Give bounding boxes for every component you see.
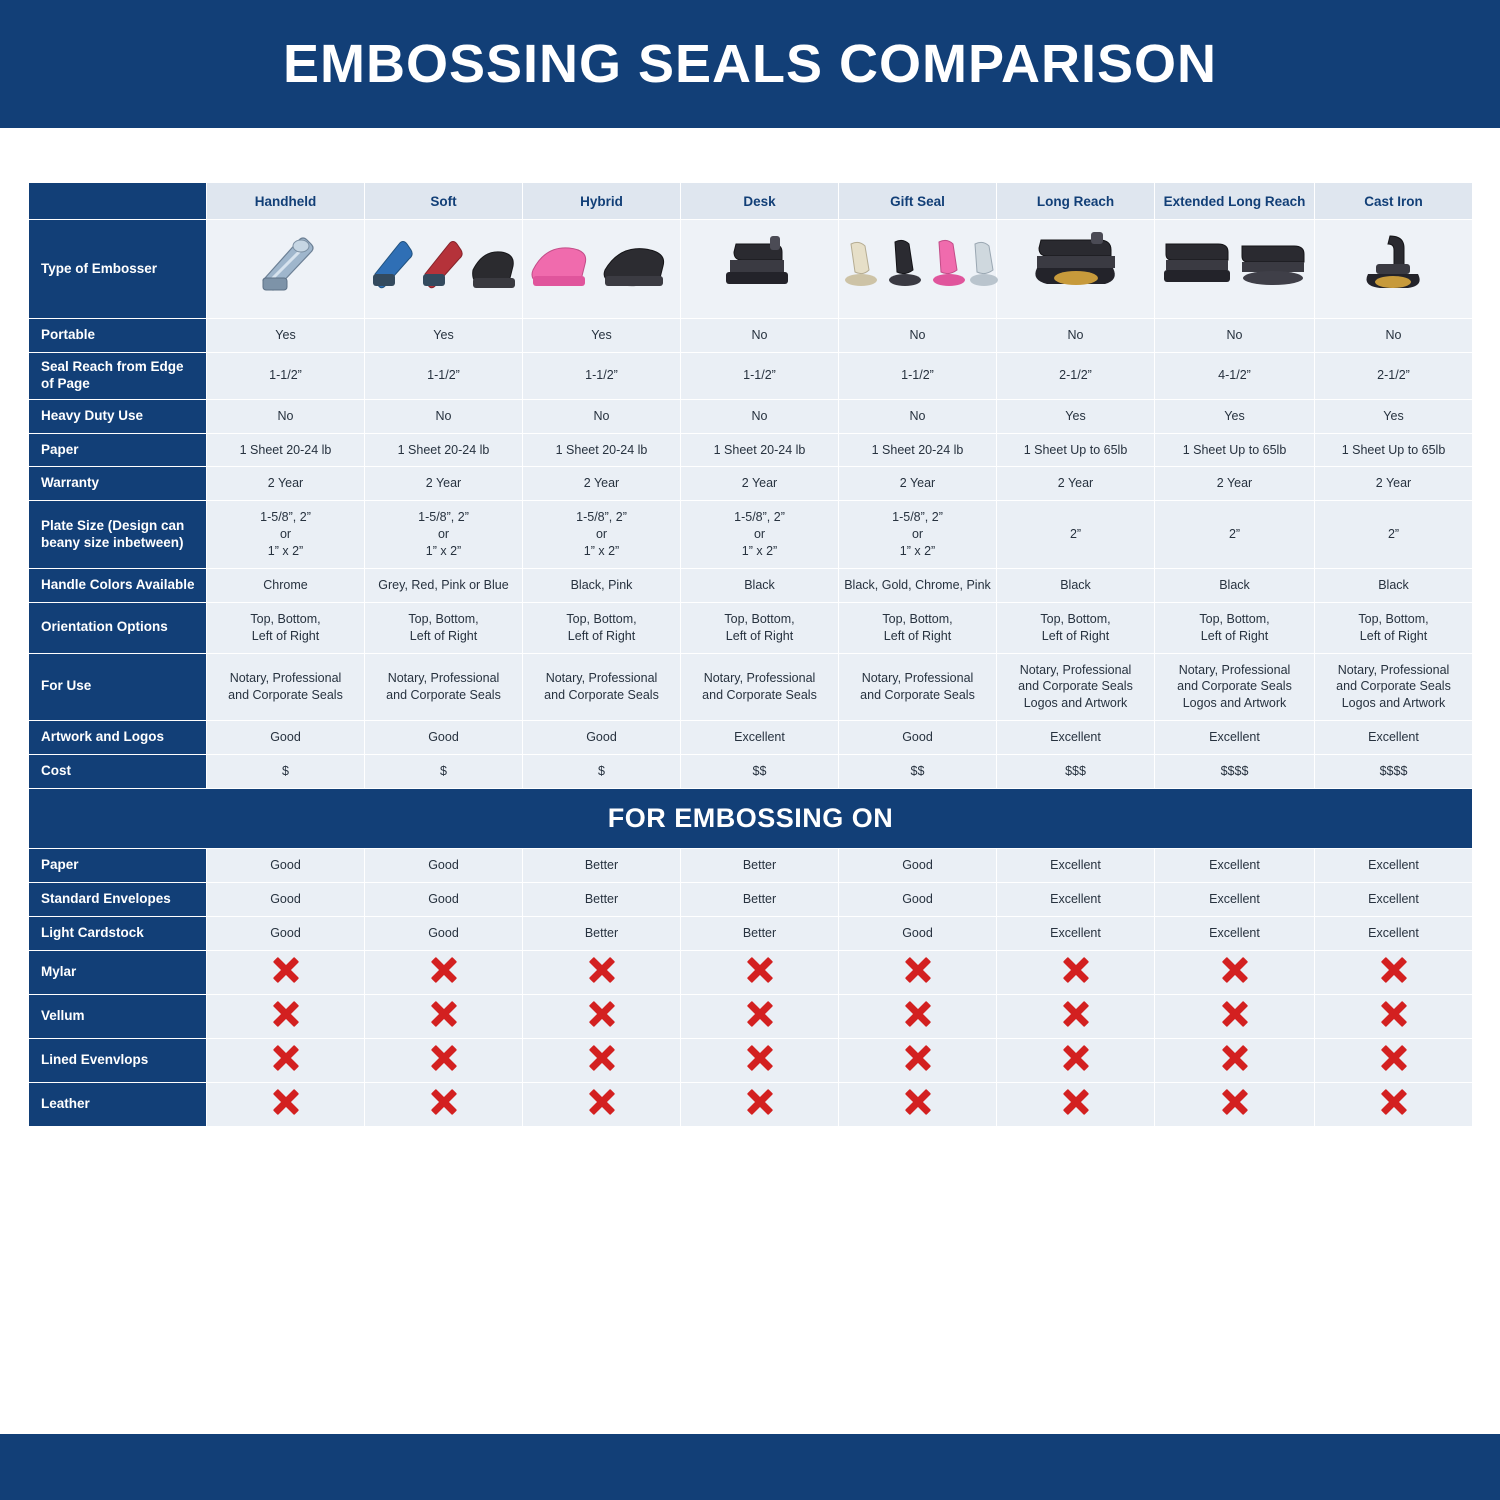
cell-r12-c1: $ bbox=[207, 755, 365, 789]
cell-r7-c6: 2” bbox=[997, 501, 1155, 569]
table-row bbox=[29, 319, 1473, 353]
embossing-cell-r2-c2: Good bbox=[365, 882, 523, 916]
x-mark-icon bbox=[1381, 957, 1407, 983]
cell-r7-c3: 1-5/8”, 2” or 1” x 2” bbox=[523, 501, 681, 569]
embossing-cell-r2-c7: Excellent bbox=[1155, 882, 1315, 916]
cell-r12-c4: $$ bbox=[681, 755, 839, 789]
embossing-cell-r1-c1: Good bbox=[207, 848, 365, 882]
section-banner: FOR EMBOSSING ON bbox=[29, 788, 1473, 848]
x-mark-icon bbox=[1063, 957, 1089, 983]
embossing-cell-r3-c3: Better bbox=[523, 916, 681, 950]
cast-iron-embosser-image bbox=[1315, 220, 1473, 319]
cell-r2-c8: No bbox=[1315, 319, 1473, 353]
not-supported-cell-r6-c2 bbox=[365, 1038, 523, 1082]
cell-r12-c6: $$$ bbox=[997, 755, 1155, 789]
cell-r9-c6: Top, Bottom, Left of Right bbox=[997, 602, 1155, 653]
cell-r4-c1: No bbox=[207, 399, 365, 433]
x-mark-icon bbox=[273, 957, 299, 983]
cell-r3-c6: 2-1/2” bbox=[997, 352, 1155, 399]
cell-r5-c2: 1 Sheet 20-24 lb bbox=[365, 433, 523, 467]
cell-r5-c1: 1 Sheet 20-24 lb bbox=[207, 433, 365, 467]
table-row bbox=[29, 399, 1473, 433]
hybrid-embosser-image bbox=[523, 220, 681, 319]
not-supported-cell-r6-c7 bbox=[1155, 1038, 1315, 1082]
cell-r7-c1: 1-5/8”, 2” or 1” x 2” bbox=[207, 501, 365, 569]
cell-r10-c3: Notary, Professional and Corporate Seals bbox=[523, 653, 681, 721]
cell-r2-c5: No bbox=[839, 319, 997, 353]
row-header-10: For Use bbox=[29, 653, 207, 721]
embossing-cell-r1-c8: Excellent bbox=[1315, 848, 1473, 882]
table-row bbox=[29, 755, 1473, 789]
not-supported-cell-r4-c1 bbox=[207, 950, 365, 994]
page-footer bbox=[0, 1434, 1500, 1500]
x-mark-icon bbox=[1063, 1001, 1089, 1027]
x-mark-icon bbox=[589, 1045, 615, 1071]
cell-r9-c1: Top, Bottom, Left of Right bbox=[207, 602, 365, 653]
embossing-row-header-3: Light Cardstock bbox=[29, 916, 207, 950]
cell-r2-c7: No bbox=[1155, 319, 1315, 353]
table-row bbox=[29, 220, 1473, 319]
cell-r3-c4: 1-1/2” bbox=[681, 352, 839, 399]
not-supported-cell-r7-c1 bbox=[207, 1082, 365, 1126]
column-header-7: Extended Long Reach bbox=[1155, 183, 1315, 220]
cell-r8-c2: Grey, Red, Pink or Blue bbox=[365, 568, 523, 602]
embossing-cell-r2-c4: Better bbox=[681, 882, 839, 916]
not-supported-cell-r7-c7 bbox=[1155, 1082, 1315, 1126]
embossing-cell-r1-c5: Good bbox=[839, 848, 997, 882]
x-mark-icon bbox=[905, 1089, 931, 1115]
cell-r3-c8: 2-1/2” bbox=[1315, 352, 1473, 399]
table-corner-cell bbox=[29, 183, 207, 220]
cell-r6-c2: 2 Year bbox=[365, 467, 523, 501]
cell-r9-c5: Top, Bottom, Left of Right bbox=[839, 602, 997, 653]
handheld-embosser-image bbox=[209, 230, 362, 302]
row-header-4: Heavy Duty Use bbox=[29, 399, 207, 433]
cell-r6-c8: 2 Year bbox=[1315, 467, 1473, 501]
embossing-cell-r1-c4: Better bbox=[681, 848, 839, 882]
cell-r4-c5: No bbox=[839, 399, 997, 433]
cell-r8-c4: Black bbox=[681, 568, 839, 602]
not-supported-cell-r5-c8 bbox=[1315, 994, 1473, 1038]
column-header-2: Soft bbox=[365, 183, 523, 220]
cell-r10-c5: Notary, Professional and Corporate Seals bbox=[839, 653, 997, 721]
cell-r9-c4: Top, Bottom, Left of Right bbox=[681, 602, 839, 653]
embossing-cell-r2-c8: Excellent bbox=[1315, 882, 1473, 916]
table-row bbox=[29, 1082, 1473, 1126]
embossing-cell-r3-c6: Excellent bbox=[997, 916, 1155, 950]
cell-r6-c6: 2 Year bbox=[997, 467, 1155, 501]
not-supported-cell-r5-c6 bbox=[997, 994, 1155, 1038]
cell-r6-c3: 2 Year bbox=[523, 467, 681, 501]
x-mark-icon bbox=[273, 1001, 299, 1027]
gift-seal-embosser-image bbox=[841, 230, 994, 302]
not-supported-cell-r5-c5 bbox=[839, 994, 997, 1038]
x-mark-icon bbox=[431, 957, 457, 983]
extended-long-reach-embosser-image bbox=[1157, 230, 1312, 302]
long-reach-embosser-image bbox=[997, 220, 1155, 319]
table-row bbox=[29, 994, 1473, 1038]
x-mark-icon bbox=[1381, 1045, 1407, 1071]
cell-r8-c3: Black, Pink bbox=[523, 568, 681, 602]
not-supported-cell-r5-c7 bbox=[1155, 994, 1315, 1038]
cell-r2-c1: Yes bbox=[207, 319, 365, 353]
cell-r5-c7: 1 Sheet Up to 65lb bbox=[1155, 433, 1315, 467]
table-row bbox=[29, 848, 1473, 882]
not-supported-cell-r7-c6 bbox=[997, 1082, 1155, 1126]
x-mark-icon bbox=[589, 1001, 615, 1027]
x-mark-icon bbox=[273, 1089, 299, 1115]
cell-r9-c8: Top, Bottom, Left of Right bbox=[1315, 602, 1473, 653]
cell-r6-c4: 2 Year bbox=[681, 467, 839, 501]
embossing-cell-r2-c5: Good bbox=[839, 882, 997, 916]
x-mark-icon bbox=[1222, 1001, 1248, 1027]
cell-r6-c1: 2 Year bbox=[207, 467, 365, 501]
cell-r6-c7: 2 Year bbox=[1155, 467, 1315, 501]
x-mark-icon bbox=[589, 1089, 615, 1115]
cell-r8-c8: Black bbox=[1315, 568, 1473, 602]
cell-r8-c7: Black bbox=[1155, 568, 1315, 602]
not-supported-cell-r4-c7 bbox=[1155, 950, 1315, 994]
cell-r12-c3: $ bbox=[523, 755, 681, 789]
table-row bbox=[29, 352, 1473, 399]
x-mark-icon bbox=[747, 1089, 773, 1115]
not-supported-cell-r6-c5 bbox=[839, 1038, 997, 1082]
cast-iron-embosser-image bbox=[1317, 230, 1470, 302]
not-supported-cell-r4-c2 bbox=[365, 950, 523, 994]
row-header-11: Artwork and Logos bbox=[29, 721, 207, 755]
not-supported-cell-r7-c8 bbox=[1315, 1082, 1473, 1126]
table-row bbox=[29, 433, 1473, 467]
table-row bbox=[29, 501, 1473, 569]
cell-r7-c4: 1-5/8”, 2” or 1” x 2” bbox=[681, 501, 839, 569]
embossing-row-header-5: Vellum bbox=[29, 994, 207, 1038]
table-row bbox=[29, 1038, 1473, 1082]
column-header-3: Hybrid bbox=[523, 183, 681, 220]
table-row bbox=[29, 950, 1473, 994]
table-row bbox=[29, 467, 1473, 501]
x-mark-icon bbox=[905, 957, 931, 983]
embossing-cell-r3-c8: Excellent bbox=[1315, 916, 1473, 950]
embossing-cell-r1-c7: Excellent bbox=[1155, 848, 1315, 882]
embossing-cell-r2-c3: Better bbox=[523, 882, 681, 916]
cell-r7-c2: 1-5/8”, 2” or 1” x 2” bbox=[365, 501, 523, 569]
soft-embosser-image bbox=[365, 220, 523, 319]
embossing-row-header-4: Mylar bbox=[29, 950, 207, 994]
not-supported-cell-r7-c2 bbox=[365, 1082, 523, 1126]
table-row bbox=[29, 882, 1473, 916]
cell-r8-c6: Black bbox=[997, 568, 1155, 602]
cell-r4-c2: No bbox=[365, 399, 523, 433]
embossing-cell-r2-c6: Excellent bbox=[997, 882, 1155, 916]
embossing-cell-r3-c4: Better bbox=[681, 916, 839, 950]
table-row bbox=[29, 916, 1473, 950]
cell-r3-c2: 1-1/2” bbox=[365, 352, 523, 399]
x-mark-icon bbox=[431, 1089, 457, 1115]
desk-embosser-image bbox=[683, 230, 836, 302]
cell-r10-c1: Notary, Professional and Corporate Seals bbox=[207, 653, 365, 721]
x-mark-icon bbox=[431, 1045, 457, 1071]
cell-r12-c2: $ bbox=[365, 755, 523, 789]
row-header-5: Paper bbox=[29, 433, 207, 467]
cell-r5-c8: 1 Sheet Up to 65lb bbox=[1315, 433, 1473, 467]
cell-r5-c4: 1 Sheet 20-24 lb bbox=[681, 433, 839, 467]
not-supported-cell-r7-c4 bbox=[681, 1082, 839, 1126]
embossing-row-header-6: Lined Evenvlops bbox=[29, 1038, 207, 1082]
not-supported-cell-r4-c8 bbox=[1315, 950, 1473, 994]
not-supported-cell-r4-c4 bbox=[681, 950, 839, 994]
column-header-8: Cast Iron bbox=[1315, 183, 1473, 220]
cell-r6-c5: 2 Year bbox=[839, 467, 997, 501]
not-supported-cell-r5-c2 bbox=[365, 994, 523, 1038]
not-supported-cell-r5-c3 bbox=[523, 994, 681, 1038]
embossing-cell-r2-c1: Good bbox=[207, 882, 365, 916]
row-header-8: Handle Colors Available bbox=[29, 568, 207, 602]
long-reach-embosser-image bbox=[999, 230, 1152, 302]
cell-r4-c4: No bbox=[681, 399, 839, 433]
column-header-6: Long Reach bbox=[997, 183, 1155, 220]
comparison-table bbox=[28, 182, 1473, 1127]
x-mark-icon bbox=[1381, 1001, 1407, 1027]
footer-bar bbox=[0, 1438, 1500, 1500]
cell-r10-c7: Notary, Professional and Corporate Seals Logos and Artwork bbox=[1155, 653, 1315, 721]
embossing-cell-r1-c2: Good bbox=[365, 848, 523, 882]
not-supported-cell-r4-c6 bbox=[997, 950, 1155, 994]
cell-r7-c7: 2” bbox=[1155, 501, 1315, 569]
cell-r11-c8: Excellent bbox=[1315, 721, 1473, 755]
comparison-table-area bbox=[28, 182, 1472, 1127]
x-mark-icon bbox=[905, 1001, 931, 1027]
cell-r11-c6: Excellent bbox=[997, 721, 1155, 755]
row-header-6: Warranty bbox=[29, 467, 207, 501]
not-supported-cell-r5-c4 bbox=[681, 994, 839, 1038]
embossing-cell-r3-c7: Excellent bbox=[1155, 916, 1315, 950]
handheld-embosser-image bbox=[207, 220, 365, 319]
cell-r11-c3: Good bbox=[523, 721, 681, 755]
row-header-2: Portable bbox=[29, 319, 207, 353]
soft-embosser-image bbox=[367, 230, 520, 302]
not-supported-cell-r6-c6 bbox=[997, 1038, 1155, 1082]
x-mark-icon bbox=[1222, 957, 1248, 983]
comparison-table-body bbox=[29, 183, 1473, 1127]
cell-r7-c8: 2” bbox=[1315, 501, 1473, 569]
not-supported-cell-r6-c3 bbox=[523, 1038, 681, 1082]
row-header-1: Type of Embosser bbox=[29, 220, 207, 319]
cell-r12-c5: $$ bbox=[839, 755, 997, 789]
cell-r8-c1: Chrome bbox=[207, 568, 365, 602]
embossing-row-header-7: Leather bbox=[29, 1082, 207, 1126]
cell-r4-c3: No bbox=[523, 399, 681, 433]
cell-r2-c4: No bbox=[681, 319, 839, 353]
embossing-cell-r3-c5: Good bbox=[839, 916, 997, 950]
cell-r3-c3: 1-1/2” bbox=[523, 352, 681, 399]
x-mark-icon bbox=[747, 957, 773, 983]
embossing-row-header-2: Standard Envelopes bbox=[29, 882, 207, 916]
column-header-5: Gift Seal bbox=[839, 183, 997, 220]
embossing-cell-r3-c2: Good bbox=[365, 916, 523, 950]
cell-r11-c7: Excellent bbox=[1155, 721, 1315, 755]
not-supported-cell-r6-c4 bbox=[681, 1038, 839, 1082]
x-mark-icon bbox=[1063, 1089, 1089, 1115]
row-header-12: Cost bbox=[29, 755, 207, 789]
not-supported-cell-r7-c3 bbox=[523, 1082, 681, 1126]
x-mark-icon bbox=[747, 1001, 773, 1027]
cell-r2-c2: Yes bbox=[365, 319, 523, 353]
embossing-cell-r1-c6: Excellent bbox=[997, 848, 1155, 882]
not-supported-cell-r7-c5 bbox=[839, 1082, 997, 1126]
x-mark-icon bbox=[1381, 1089, 1407, 1115]
section-banner-row bbox=[29, 788, 1473, 848]
not-supported-cell-r4-c5 bbox=[839, 950, 997, 994]
cell-r10-c2: Notary, Professional and Corporate Seals bbox=[365, 653, 523, 721]
cell-r5-c3: 1 Sheet 20-24 lb bbox=[523, 433, 681, 467]
page-header bbox=[0, 0, 1500, 128]
gift-seal-embosser-image bbox=[839, 220, 997, 319]
table-row bbox=[29, 653, 1473, 721]
cell-r3-c7: 4-1/2” bbox=[1155, 352, 1315, 399]
cell-r4-c8: Yes bbox=[1315, 399, 1473, 433]
not-supported-cell-r5-c1 bbox=[207, 994, 365, 1038]
x-mark-icon bbox=[747, 1045, 773, 1071]
row-header-7: Plate Size (Design can beany size inbetween) bbox=[29, 501, 207, 569]
cell-r2-c3: Yes bbox=[523, 319, 681, 353]
x-mark-icon bbox=[273, 1045, 299, 1071]
cell-r11-c1: Good bbox=[207, 721, 365, 755]
embossing-cell-r1-c3: Better bbox=[523, 848, 681, 882]
cell-r11-c4: Excellent bbox=[681, 721, 839, 755]
table-row bbox=[29, 568, 1473, 602]
cell-r10-c6: Notary, Professional and Corporate Seals Logos and Artwork bbox=[997, 653, 1155, 721]
cell-r10-c4: Notary, Professional and Corporate Seals bbox=[681, 653, 839, 721]
cell-r4-c6: Yes bbox=[997, 399, 1155, 433]
cell-r12-c7: $$$$ bbox=[1155, 755, 1315, 789]
x-mark-icon bbox=[1063, 1045, 1089, 1071]
cell-r3-c1: 1-1/2” bbox=[207, 352, 365, 399]
cell-r5-c6: 1 Sheet Up to 65lb bbox=[997, 433, 1155, 467]
column-header-1: Handheld bbox=[207, 183, 365, 220]
x-mark-icon bbox=[905, 1045, 931, 1071]
x-mark-icon bbox=[1222, 1089, 1248, 1115]
cell-r9-c2: Top, Bottom, Left of Right bbox=[365, 602, 523, 653]
cell-r11-c2: Good bbox=[365, 721, 523, 755]
cell-r3-c5: 1-1/2” bbox=[839, 352, 997, 399]
row-header-9: Orientation Options bbox=[29, 602, 207, 653]
cell-r11-c5: Good bbox=[839, 721, 997, 755]
page-title: EMBOSSING SEALS COMPARISON bbox=[282, 34, 1218, 94]
cell-r10-c8: Notary, Professional and Corporate Seals Logos and Artwork bbox=[1315, 653, 1473, 721]
cell-r4-c7: Yes bbox=[1155, 399, 1315, 433]
cell-r2-c6: No bbox=[997, 319, 1155, 353]
embossing-cell-r3-c1: Good bbox=[207, 916, 365, 950]
not-supported-cell-r6-c1 bbox=[207, 1038, 365, 1082]
x-mark-icon bbox=[431, 1001, 457, 1027]
desk-embosser-image bbox=[681, 220, 839, 319]
table-row bbox=[29, 602, 1473, 653]
x-mark-icon bbox=[589, 957, 615, 983]
hybrid-embosser-image bbox=[525, 230, 678, 302]
not-supported-cell-r6-c8 bbox=[1315, 1038, 1473, 1082]
cell-r9-c3: Top, Bottom, Left of Right bbox=[523, 602, 681, 653]
not-supported-cell-r4-c3 bbox=[523, 950, 681, 994]
row-header-3: Seal Reach from Edge of Page bbox=[29, 352, 207, 399]
embossing-row-header-1: Paper bbox=[29, 848, 207, 882]
header-divider bbox=[0, 128, 1500, 133]
cell-r7-c5: 1-5/8”, 2” or 1” x 2” bbox=[839, 501, 997, 569]
table-row bbox=[29, 721, 1473, 755]
cell-r5-c5: 1 Sheet 20-24 lb bbox=[839, 433, 997, 467]
cell-r8-c5: Black, Gold, Chrome, Pink bbox=[839, 568, 997, 602]
x-mark-icon bbox=[1222, 1045, 1248, 1071]
cell-r12-c8: $$$$ bbox=[1315, 755, 1473, 789]
cell-r9-c7: Top, Bottom, Left of Right bbox=[1155, 602, 1315, 653]
table-header-row bbox=[29, 183, 1473, 220]
column-header-4: Desk bbox=[681, 183, 839, 220]
extended-long-reach-embosser-image bbox=[1155, 220, 1315, 319]
